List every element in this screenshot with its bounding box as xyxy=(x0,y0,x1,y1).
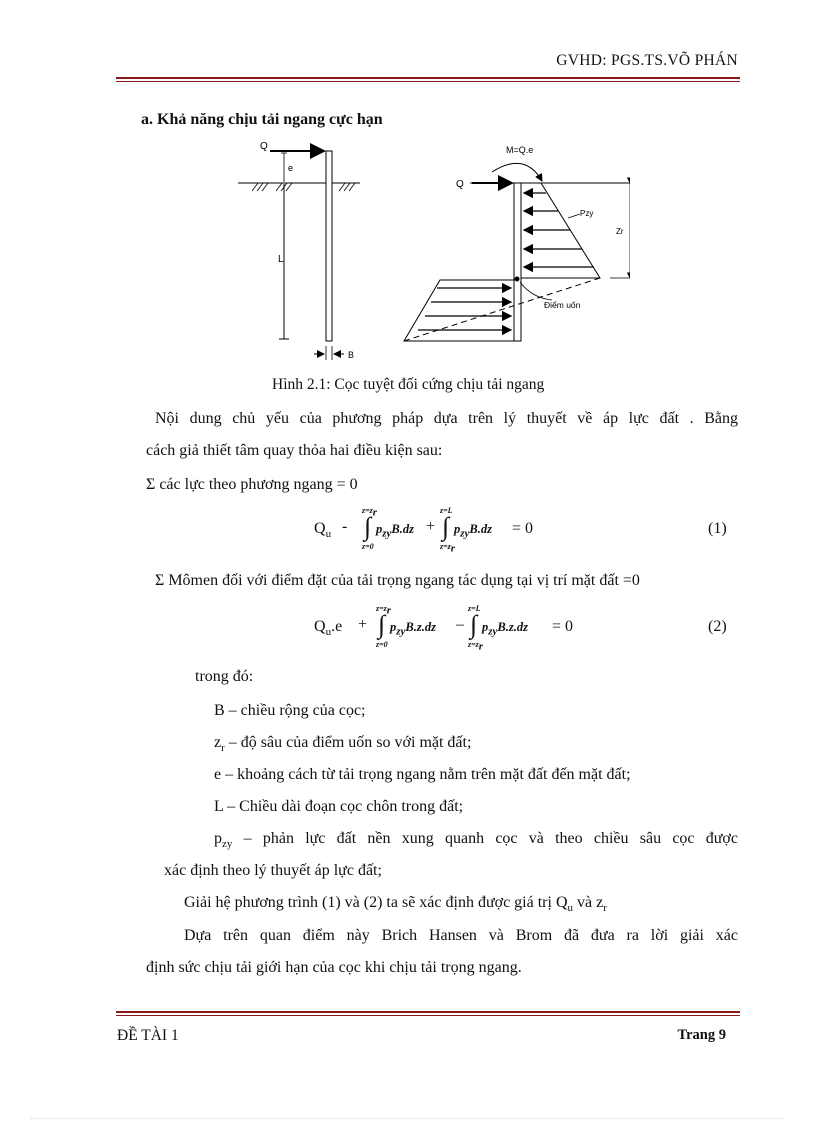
label-moment: M=Q.e xyxy=(506,145,534,155)
equation-2: $Q_u.e$ + $z=z_r$ ∫ z=0 $p_{zy}B.z.dz$ – z=L ∫ $z=z_r$ $p_{zy}B.z.dz$ = 0 (2) xyxy=(314,604,727,653)
label-l: L xyxy=(278,254,284,265)
definition-pzy: $p_{zy}$ – phản lực đất nền xung quanh cọc và theo chiều sâu cọc được xyxy=(214,830,738,851)
integral-sign: ∫ xyxy=(364,512,372,541)
paragraph-final-line2: định sức chịu tải giới hạn của cọc khi chịu tải trọng ngang. xyxy=(146,959,522,976)
figure-caption: Hình 2.1: Cọc tuyệt đối cứng chịu tải ngang xyxy=(272,376,545,393)
paragraph-intro-line1: Nội dung chủ yếu của phương pháp dựa trên lý thuyết về áp lực đất . Bằng xyxy=(155,410,738,427)
header-rule-top xyxy=(116,77,740,79)
label-e: e xyxy=(288,163,294,173)
label-diem-uon: Điểm uốn xyxy=(544,300,581,310)
label-q-right: Q xyxy=(456,179,464,190)
footer-rule-top xyxy=(116,1011,740,1013)
footer-rule-bottom xyxy=(116,1015,740,1016)
page-edge-divider xyxy=(30,1118,786,1119)
definition-e: e – khoảng cách từ tải trọng ngang nằm trên mặt đất đến mặt đất; xyxy=(214,766,631,783)
paragraph-intro-line2: cách giả thiết tâm quay thỏa hai điều kiện sau: xyxy=(146,442,443,459)
definition-zr: $z_r$ – độ sâu của điểm uốn so với mặt đất; xyxy=(214,734,472,755)
label-pzy: Pzy xyxy=(580,209,594,218)
integral-sign: ∫ xyxy=(442,512,450,541)
condition-moment: Σ Mômen đối với điểm đặt của tải trọng ngang tác dụng tại vị trí mặt đất =0 xyxy=(155,572,640,589)
condition-horizontal-forces: Σ các lực theo phương ngang = 0 xyxy=(146,476,358,493)
header-rule-bottom xyxy=(116,81,740,82)
label-q-left: Q xyxy=(260,141,268,152)
right-pile-diagram xyxy=(404,145,630,341)
equation-2-number: (2) xyxy=(708,618,727,635)
footer-page-number: Trang 9 xyxy=(677,1027,726,1043)
equation-1: $Q_u$ - $z=z_r$ ∫ z=0 $p_{zy}B.dz$ + z=L ∫ $z=z_r$ $p_{zy}B.dz$ = 0 (1) xyxy=(314,506,727,555)
left-pile-diagram xyxy=(238,141,360,360)
paragraph-solve: Giải hệ phương trình (1) và (2) ta sẽ xác định được giá trị $Q_u$ và $z_r$ xyxy=(184,894,607,915)
integral-sign: ∫ xyxy=(378,610,386,639)
trong-do-label: trong đó: xyxy=(195,668,254,685)
footer-topic: ĐỀ TÀI 1 xyxy=(117,1027,179,1044)
label-b: B xyxy=(348,350,355,360)
integral-sign: ∫ xyxy=(470,610,478,639)
equation-1-number: (1) xyxy=(708,520,727,537)
paragraph-final-line1: Dựa trên quan điểm này Brich Hansen và Brom đã đưa ra lời giải xác xyxy=(184,927,738,944)
definition-pzy-cont: xác định theo lý thuyết áp lực đất; xyxy=(164,862,382,879)
definition-b: B – chiều rộng của cọc; xyxy=(214,702,366,719)
label-zr: Zr xyxy=(616,227,624,236)
definition-l: L – Chiều dài đoạn cọc chôn trong đất; xyxy=(214,798,464,815)
header-advisor: GVHD: PGS.TS.VÕ PHÁN xyxy=(556,52,738,69)
section-heading: a. Khả năng chịu tải ngang cực hạn xyxy=(141,111,383,128)
figure-rigid-pile xyxy=(230,136,630,366)
